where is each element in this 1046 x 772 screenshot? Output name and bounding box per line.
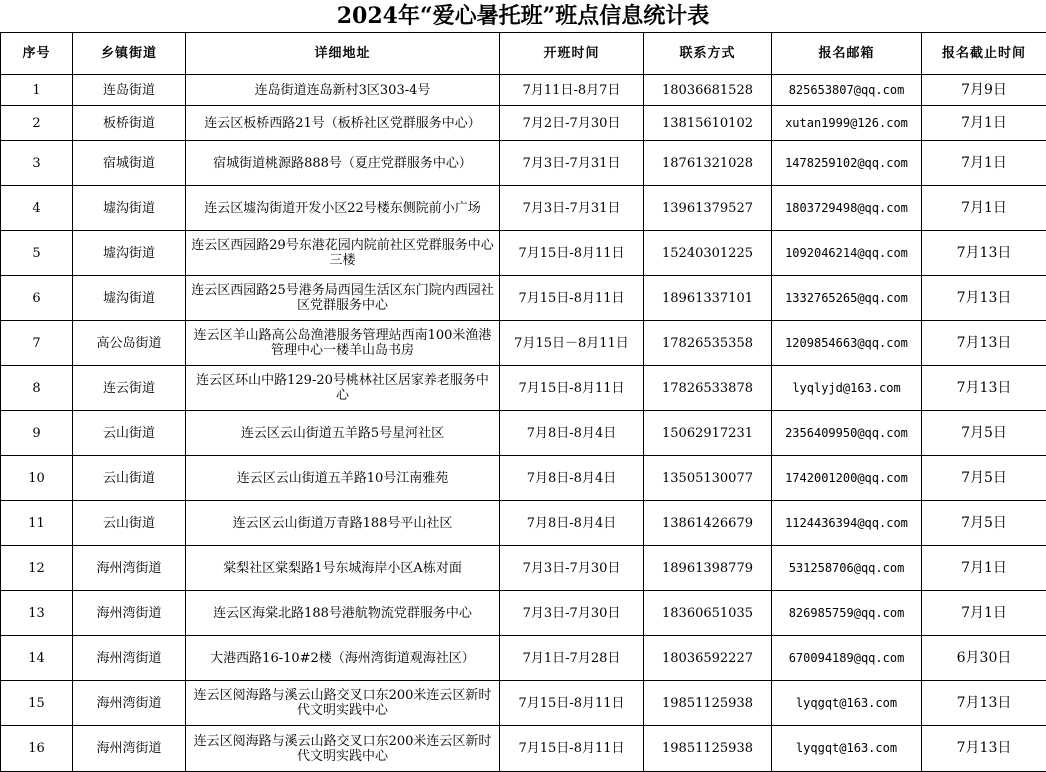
- cell-deadline: 7月13日: [922, 276, 1046, 321]
- cell-address: 大港西路16-10#2楼（海州湾街道观海社区）: [186, 636, 500, 681]
- cell-period: 7月15日-8月11日: [500, 276, 644, 321]
- cell-street: 墟沟街道: [73, 276, 186, 321]
- cell-street: 连岛街道: [73, 75, 186, 106]
- cell-email: lyqlyjd@163.com: [772, 366, 922, 411]
- cell-phone: 18036592227: [644, 636, 772, 681]
- table-row: [1, 276, 1046, 321]
- cell-address: 连云区西园路29号东港花园内院前社区党群服务中心三楼: [186, 231, 500, 276]
- cell-address: 连云区阅海路与溪云山路交叉口东200米连云区新时代文明实践中心: [186, 726, 500, 772]
- cell-email: 1209854663@qq.com: [772, 321, 922, 366]
- header-period: 开班时间: [500, 33, 644, 75]
- cell-deadline: 7月9日: [922, 75, 1046, 106]
- cell-no: 2: [1, 106, 73, 141]
- cell-street: 海州湾街道: [73, 591, 186, 636]
- table-row: [1, 726, 1046, 772]
- cell-email: 1092046214@qq.com: [772, 231, 922, 276]
- cell-phone: 18036681528: [644, 75, 772, 106]
- cell-street: 墟沟街道: [73, 186, 186, 231]
- cell-no: 7: [1, 321, 73, 366]
- table-row: [1, 636, 1046, 681]
- cell-street: 海州湾街道: [73, 636, 186, 681]
- cell-email: lyqgqt@163.com: [772, 681, 922, 726]
- cell-phone: 19851125938: [644, 681, 772, 726]
- cell-deadline: 7月5日: [922, 411, 1046, 456]
- cell-email: 1478259102@qq.com: [772, 141, 922, 186]
- table-row: [1, 501, 1046, 546]
- header-row: [1, 33, 1046, 75]
- header-address: 详细地址: [186, 33, 500, 75]
- cell-no: 15: [1, 681, 73, 726]
- cell-phone: 15062917231: [644, 411, 772, 456]
- cell-phone: 19851125938: [644, 726, 772, 772]
- cell-phone: 13815610102: [644, 106, 772, 141]
- cell-period: 7月3日-7月30日: [500, 591, 644, 636]
- cell-deadline: 7月1日: [922, 546, 1046, 591]
- cell-email: 1742001200@qq.com: [772, 456, 922, 501]
- table-row: [1, 546, 1046, 591]
- cell-email: 825653807@qq.com: [772, 75, 922, 106]
- cell-no: 14: [1, 636, 73, 681]
- cell-address: 棠梨社区棠梨路1号东城海岸小区A栋对面: [186, 546, 500, 591]
- cell-period: 7月8日-8月4日: [500, 501, 644, 546]
- cell-email: 670094189@qq.com: [772, 636, 922, 681]
- cell-street: 云山街道: [73, 456, 186, 501]
- cell-deadline: 7月5日: [922, 456, 1046, 501]
- cell-address: 连云区云山街道五羊路5号星河社区: [186, 411, 500, 456]
- cell-street: 海州湾街道: [73, 681, 186, 726]
- header-no: 序号: [1, 33, 73, 75]
- cell-no: 11: [1, 501, 73, 546]
- cell-phone: 17826533878: [644, 366, 772, 411]
- cell-email: 531258706@qq.com: [772, 546, 922, 591]
- cell-period: 7月15日-8月11日: [500, 681, 644, 726]
- cell-period: 7月15日-8月11日: [500, 726, 644, 772]
- cell-address: 连云区云山街道万青路188号平山社区: [186, 501, 500, 546]
- cell-deadline: 7月1日: [922, 591, 1046, 636]
- cell-deadline: 7月13日: [922, 231, 1046, 276]
- table-row: [1, 75, 1046, 106]
- cell-phone: 18961337101: [644, 276, 772, 321]
- page-title: 2024年“爱心暑托班”班点信息统计表: [0, 0, 1046, 32]
- cell-period: 7月3日-7月31日: [500, 186, 644, 231]
- cell-street: 宿城街道: [73, 141, 186, 186]
- cell-address: 连云区板桥西路21号（板桥社区党群服务中心）: [186, 106, 500, 141]
- cell-phone: 18360651035: [644, 591, 772, 636]
- cell-address: 连云区环山中路129-20号桃林社区居家养老服务中心: [186, 366, 500, 411]
- cell-address: 连云区羊山路高公岛渔港服务管理站西南100米渔港管理中心一楼羊山岛书房: [186, 321, 500, 366]
- cell-phone: 13505130077: [644, 456, 772, 501]
- cell-address: 连云区海棠北路188号港航物流党群服务中心: [186, 591, 500, 636]
- cell-phone: 18961398779: [644, 546, 772, 591]
- cell-phone: 18761321028: [644, 141, 772, 186]
- cell-email: 1803729498@qq.com: [772, 186, 922, 231]
- cell-period: 7月2日-7月30日: [500, 106, 644, 141]
- cell-deadline: 7月13日: [922, 681, 1046, 726]
- cell-period: 7月15日-8月11日: [500, 231, 644, 276]
- cell-email: 826985759@qq.com: [772, 591, 922, 636]
- cell-street: 板桥街道: [73, 106, 186, 141]
- cell-address: 连云区西园路25号港务局西园生活区东门院内西园社区党群服务中心: [186, 276, 500, 321]
- cell-street: 海州湾街道: [73, 546, 186, 591]
- cell-no: 9: [1, 411, 73, 456]
- table-row: [1, 321, 1046, 366]
- cell-period: 7月15日-8月11日: [500, 366, 644, 411]
- cell-no: 3: [1, 141, 73, 186]
- table-row: [1, 366, 1046, 411]
- header-email: 报名邮箱: [772, 33, 922, 75]
- cell-no: 13: [1, 591, 73, 636]
- cell-email: lyqgqt@163.com: [772, 726, 922, 772]
- cell-address: 连云区墟沟街道开发小区22号楼东侧院前小广场: [186, 186, 500, 231]
- cell-email: 1332765265@qq.com: [772, 276, 922, 321]
- cell-deadline: 6月30日: [922, 636, 1046, 681]
- table-row: [1, 591, 1046, 636]
- cell-no: 1: [1, 75, 73, 106]
- cell-street: 云山街道: [73, 411, 186, 456]
- table-row: [1, 141, 1046, 186]
- cell-no: 6: [1, 276, 73, 321]
- cell-deadline: 7月5日: [922, 501, 1046, 546]
- cell-email: 1124436394@qq.com: [772, 501, 922, 546]
- cell-period: 7月8日-8月4日: [500, 411, 644, 456]
- table-row: [1, 411, 1046, 456]
- cell-address: 连云区云山街道五羊路10号江南雅苑: [186, 456, 500, 501]
- header-phone: 联系方式: [644, 33, 772, 75]
- cell-deadline: 7月13日: [922, 321, 1046, 366]
- table-row: [1, 456, 1046, 501]
- cell-address: 连云区阅海路与溪云山路交叉口东200米连云区新时代文明实践中心: [186, 681, 500, 726]
- cell-phone: 13961379527: [644, 186, 772, 231]
- info-table: [0, 32, 1046, 772]
- cell-deadline: 7月1日: [922, 141, 1046, 186]
- cell-deadline: 7月1日: [922, 186, 1046, 231]
- table-row: [1, 186, 1046, 231]
- cell-period: 7月11日-8月7日: [500, 75, 644, 106]
- cell-period: 7月1日-7月28日: [500, 636, 644, 681]
- cell-phone: 15240301225: [644, 231, 772, 276]
- table-row: [1, 106, 1046, 141]
- cell-deadline: 7月13日: [922, 366, 1046, 411]
- cell-address: 宿城街道桃源路888号（夏庄党群服务中心）: [186, 141, 500, 186]
- cell-period: 7月8日-8月4日: [500, 456, 644, 501]
- table-row: [1, 231, 1046, 276]
- table-row: [1, 681, 1046, 726]
- cell-email: xutan1999@126.com: [772, 106, 922, 141]
- cell-period: 7月3日-7月31日: [500, 141, 644, 186]
- cell-deadline: 7月1日: [922, 106, 1046, 141]
- cell-phone: 17826535358: [644, 321, 772, 366]
- cell-period: 7月3日-7月30日: [500, 546, 644, 591]
- header-deadline: 报名截止时间: [922, 33, 1046, 75]
- cell-no: 4: [1, 186, 73, 231]
- cell-street: 墟沟街道: [73, 231, 186, 276]
- cell-street: 云山街道: [73, 501, 186, 546]
- cell-no: 5: [1, 231, 73, 276]
- cell-period: 7月15日－8月11日: [500, 321, 644, 366]
- header-street: 乡镇街道: [73, 33, 186, 75]
- cell-no: 16: [1, 726, 73, 772]
- cell-street: 海州湾街道: [73, 726, 186, 772]
- cell-street: 连云街道: [73, 366, 186, 411]
- cell-address: 连岛街道连岛新村3区303-4号: [186, 75, 500, 106]
- cell-no: 12: [1, 546, 73, 591]
- cell-email: 2356409950@qq.com: [772, 411, 922, 456]
- cell-street: 高公岛街道: [73, 321, 186, 366]
- cell-no: 10: [1, 456, 73, 501]
- cell-deadline: 7月13日: [922, 726, 1046, 772]
- cell-phone: 13861426679: [644, 501, 772, 546]
- cell-no: 8: [1, 366, 73, 411]
